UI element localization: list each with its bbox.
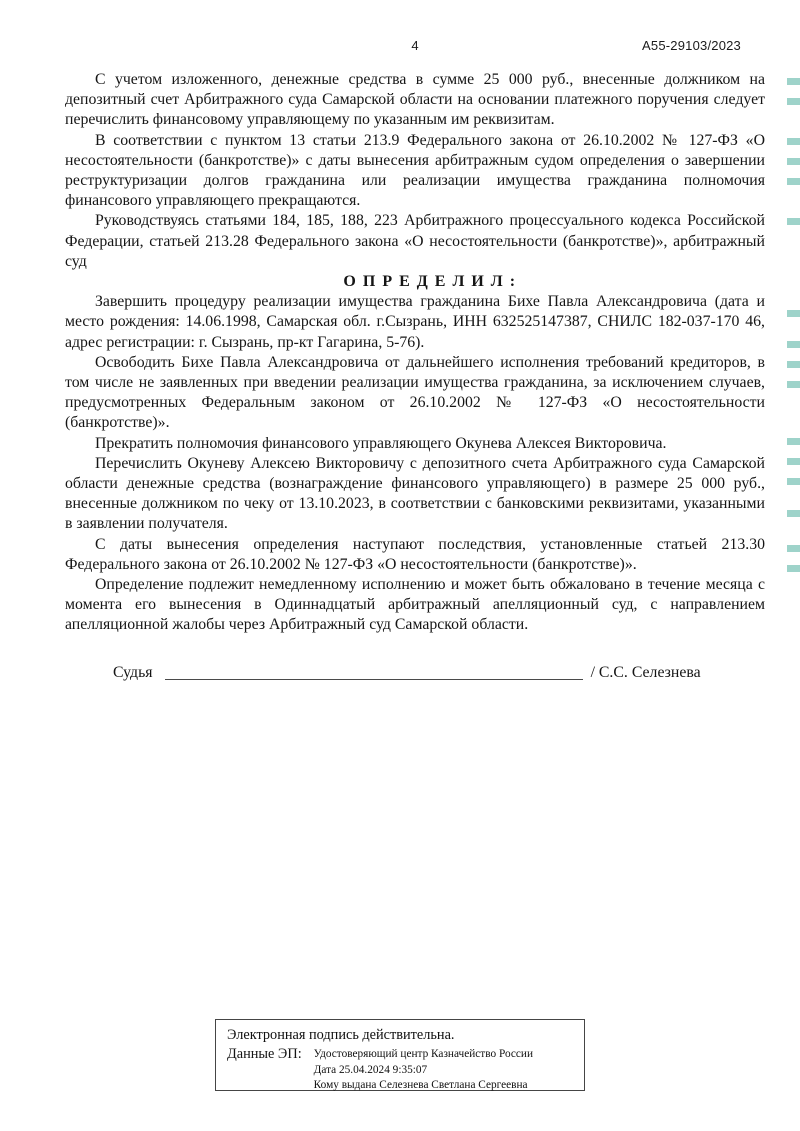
- edge-artifact-mark: [787, 138, 800, 145]
- signature-label: Судья: [113, 663, 153, 681]
- paragraph: В соответствии с пунктом 13 статьи 213.9 Федерального закона от 26.10.2002 № 127-ФЗ «О несостоятельности (банкротстве)» с даты вынесения арбитражным судом определения о завершении реструктуризации долгов гражданина или реализации имущества гражданина полномочия финансового управляющего прекращаются.: [65, 131, 765, 210]
- signature-name: / С.С. Селезнева: [590, 663, 701, 681]
- edge-artifact-mark: [787, 381, 800, 388]
- e-signature-stamp: [215, 1019, 585, 1091]
- paragraph: С учетом изложенного, денежные средства в сумме 25 000 руб., внесенные должником на депозитный счет Арбитражного суда Самарской области на основании платежного поручения следует перечислить финансовому управляющему по указанным им реквизитам.: [65, 71, 765, 129]
- edge-artifact-mark: [787, 361, 800, 368]
- edge-artifact-mark: [787, 310, 800, 317]
- edge-artifact-mark: [787, 178, 800, 185]
- page-number: 4: [411, 38, 419, 53]
- edge-artifact-mark: [787, 545, 800, 552]
- paragraph: С даты вынесения определения наступают последствия, установленные статьей 213.30 Федерального закона от 26.10.2002 № 127-ФЗ «О несостоятельности (банкротстве)».: [65, 535, 765, 573]
- stamp-validity-text: Электронная подпись действительна.: [227, 1027, 455, 1043]
- edge-artifact-mark: [787, 510, 800, 517]
- page-header: [65, 38, 765, 56]
- edge-artifact-mark: [787, 158, 800, 165]
- edge-artifact-mark: [787, 565, 800, 572]
- signature-line: [165, 667, 583, 680]
- stamp-detail-line: Удостоверяющий центр Казначейство России: [313, 1048, 533, 1060]
- paragraph: Освободить Бихе Павла Александровича от дальнейшего исполнения требований кредиторов, в том числе не заявленных при введении реализации имущества гражданина, за исключением случаев, предусмотренных Федеральным законом от 26.10.2002 № 127-ФЗ «О несостоятельности (банкротстве)».: [65, 353, 765, 432]
- edge-artifact-mark: [787, 438, 800, 445]
- resolution-heading: О П Р Е Д Е Л И Л :: [343, 273, 517, 291]
- paragraph: Определение подлежит немедленному исполнению и может быть обжаловано в течение месяца с момента его вынесения в Одиннадцатый арбитражный апелляционный суд, с направлением апелляционной жалобы через Арбитражный суд Самарской области.: [65, 576, 765, 634]
- case-number: А55-29103/2023: [642, 38, 741, 53]
- signature-row: [65, 663, 765, 683]
- edge-artifact-mark: [787, 458, 800, 465]
- stamp-data-label: Данные ЭП:: [227, 1046, 302, 1062]
- edge-artifact-mark: [787, 98, 800, 105]
- paragraph: Руководствуясь статьями 184, 185, 188, 223 Арбитражного процессуального кодекса Российской Федерации, статьей 213.28 Федерального закона «О несостоятельности (банкротстве)», арбитражный суд: [65, 212, 765, 270]
- paragraph: Завершить процедуру реализации имущества гражданина Бихе Павла Александровича (дата и место рождения: 14.06.1998, Самарская обл. г.Сызрань, ИНН 632525147387, СНИЛС 182-037-170 46, адрес регистрации: г. Сызрань, пр-кт Гагарина, 5-76).: [65, 293, 765, 351]
- paragraph: Перечислить Окуневу Алексею Викторовичу с депозитного счета Арбитражного суда Самарской области денежные средства (вознаграждение финансового управляющего) в размере 25 000 руб., внесенные должником по чеку от 13.10.2023, в соответствии с банковскими реквизитами, указанными в заявлении получателя.: [65, 454, 765, 533]
- edge-artifact-mark: [787, 341, 800, 348]
- stamp-data-row: [227, 1046, 574, 1094]
- stamp-detail-line: Кому выдана Селезнева Светлана Сергеевна: [313, 1079, 528, 1092]
- stamp-details: [314, 1046, 533, 1094]
- stamp-detail-line: Дата 25.04.2024 9:35:07: [313, 1063, 428, 1076]
- paragraph: Прекратить полномочия финансового управляющего Окунева Алексея Викторовича.: [95, 434, 667, 452]
- edge-artifact-mark: [787, 78, 800, 85]
- edge-artifact-mark: [787, 218, 800, 225]
- document-body: [65, 70, 765, 683]
- edge-artifact-mark: [787, 478, 800, 485]
